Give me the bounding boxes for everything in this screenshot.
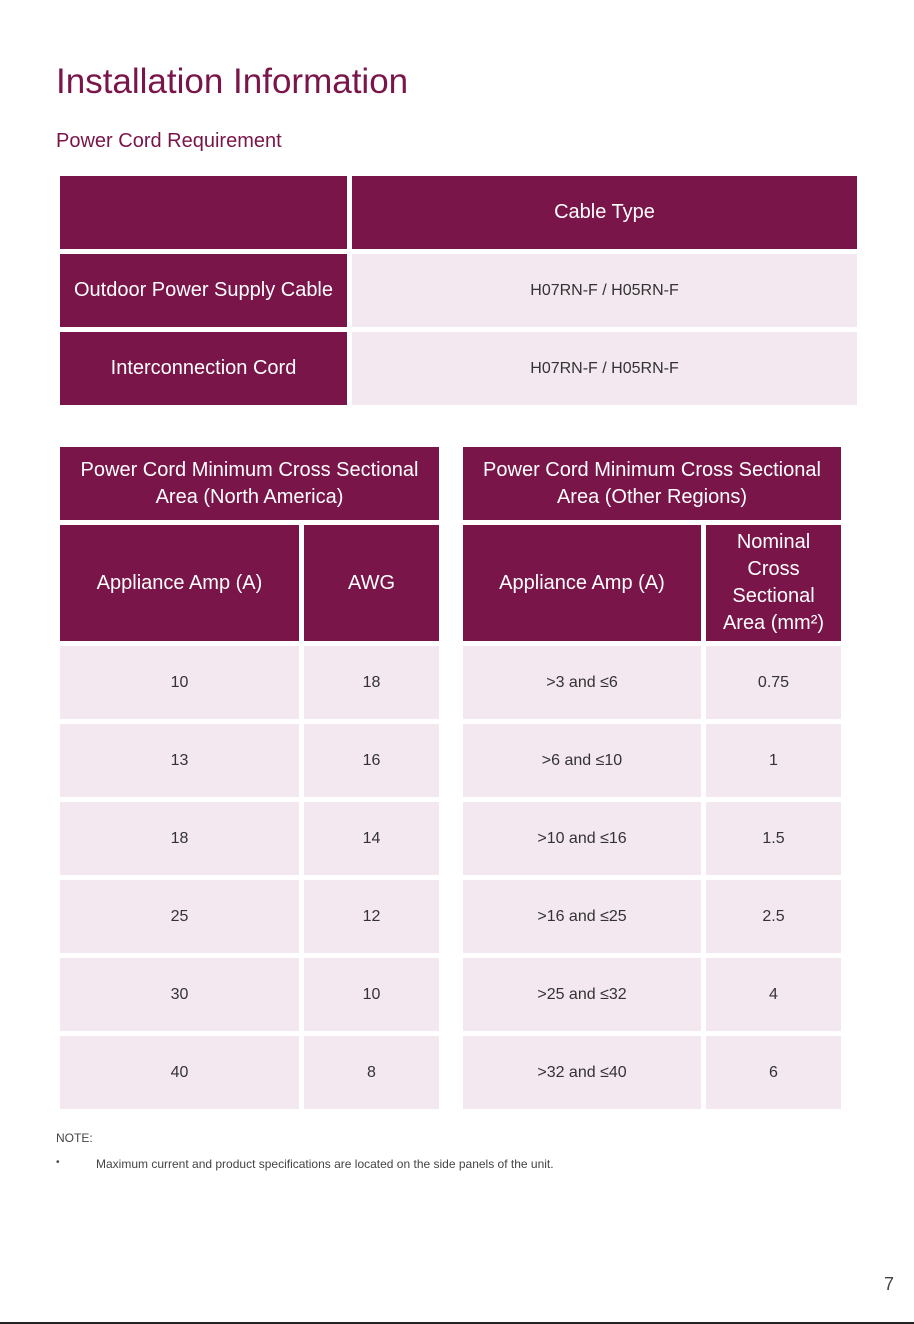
row-value: H07RN-F / H05RN-F [352, 332, 857, 405]
cell-awg: 14 [304, 802, 439, 875]
bullet-icon: • [56, 1157, 60, 1168]
cell-amp: >25 and ≤32 [463, 958, 701, 1031]
table-row [463, 1036, 841, 1109]
north-america-table [55, 442, 444, 1114]
cell-amp: 18 [60, 802, 299, 875]
cell-area: 0.75 [706, 646, 841, 719]
cell-amp: >6 and ≤10 [463, 724, 701, 797]
cell-amp: 10 [60, 646, 299, 719]
header-empty-cell [60, 176, 347, 249]
cell-amp: 40 [60, 1036, 299, 1109]
header-awg: AWG [304, 525, 439, 641]
table-row [60, 880, 439, 953]
cell-amp: >16 and ≤25 [463, 880, 701, 953]
cell-area: 4 [706, 958, 841, 1031]
table-row [60, 646, 439, 719]
row-label: Outdoor Power Supply Cable [60, 254, 347, 327]
table-row [463, 802, 841, 875]
cell-awg: 8 [304, 1036, 439, 1109]
header-area: Nominal Cross Sectional Area (mm²) [706, 525, 841, 641]
table-title: Power Cord Minimum Cross Sectional Area (North America) [60, 447, 439, 520]
section-subtitle: Power Cord Requirement [56, 130, 282, 152]
table-row [60, 332, 857, 405]
page-title: Installation Information [56, 62, 409, 101]
header-amp: Appliance Amp (A) [60, 525, 299, 641]
page-number: 7 [883, 1274, 894, 1294]
table-title-row [60, 447, 439, 520]
table-header-row [60, 525, 439, 641]
header-cable-type: Cable Type [352, 176, 857, 249]
other-regions-table [458, 442, 846, 1114]
cable-type-table [55, 171, 862, 410]
cell-awg: 10 [304, 958, 439, 1031]
cell-amp: >32 and ≤40 [463, 1036, 701, 1109]
cell-awg: 16 [304, 724, 439, 797]
table-row [463, 880, 841, 953]
table-title: Power Cord Minimum Cross Sectional Area (Other Regions) [463, 447, 841, 520]
note-label: NOTE: [56, 1131, 93, 1145]
note-text: Maximum current and product specifications are located on the side panels of the unit. [96, 1157, 554, 1171]
cell-awg: 18 [304, 646, 439, 719]
table-row [463, 958, 841, 1031]
row-label: Interconnection Cord [60, 332, 347, 405]
cell-area: 1.5 [706, 802, 841, 875]
table-row [60, 958, 439, 1031]
cell-area: 1 [706, 724, 841, 797]
cell-amp: 30 [60, 958, 299, 1031]
table-row [60, 802, 439, 875]
cell-awg: 12 [304, 880, 439, 953]
cell-amp: 25 [60, 880, 299, 953]
table-row [60, 254, 857, 327]
cell-area: 6 [706, 1036, 841, 1109]
table-header-row [60, 176, 857, 249]
row-value: H07RN-F / H05RN-F [352, 254, 857, 327]
cell-area: 2.5 [706, 880, 841, 953]
table-row [60, 724, 439, 797]
table-row [463, 646, 841, 719]
cell-amp: >10 and ≤16 [463, 802, 701, 875]
table-row [463, 724, 841, 797]
table-header-row [463, 525, 841, 641]
cell-amp: 13 [60, 724, 299, 797]
table-row [60, 1036, 439, 1109]
header-amp: Appliance Amp (A) [463, 525, 701, 641]
table-title-row [463, 447, 841, 520]
cell-amp: >3 and ≤6 [463, 646, 701, 719]
